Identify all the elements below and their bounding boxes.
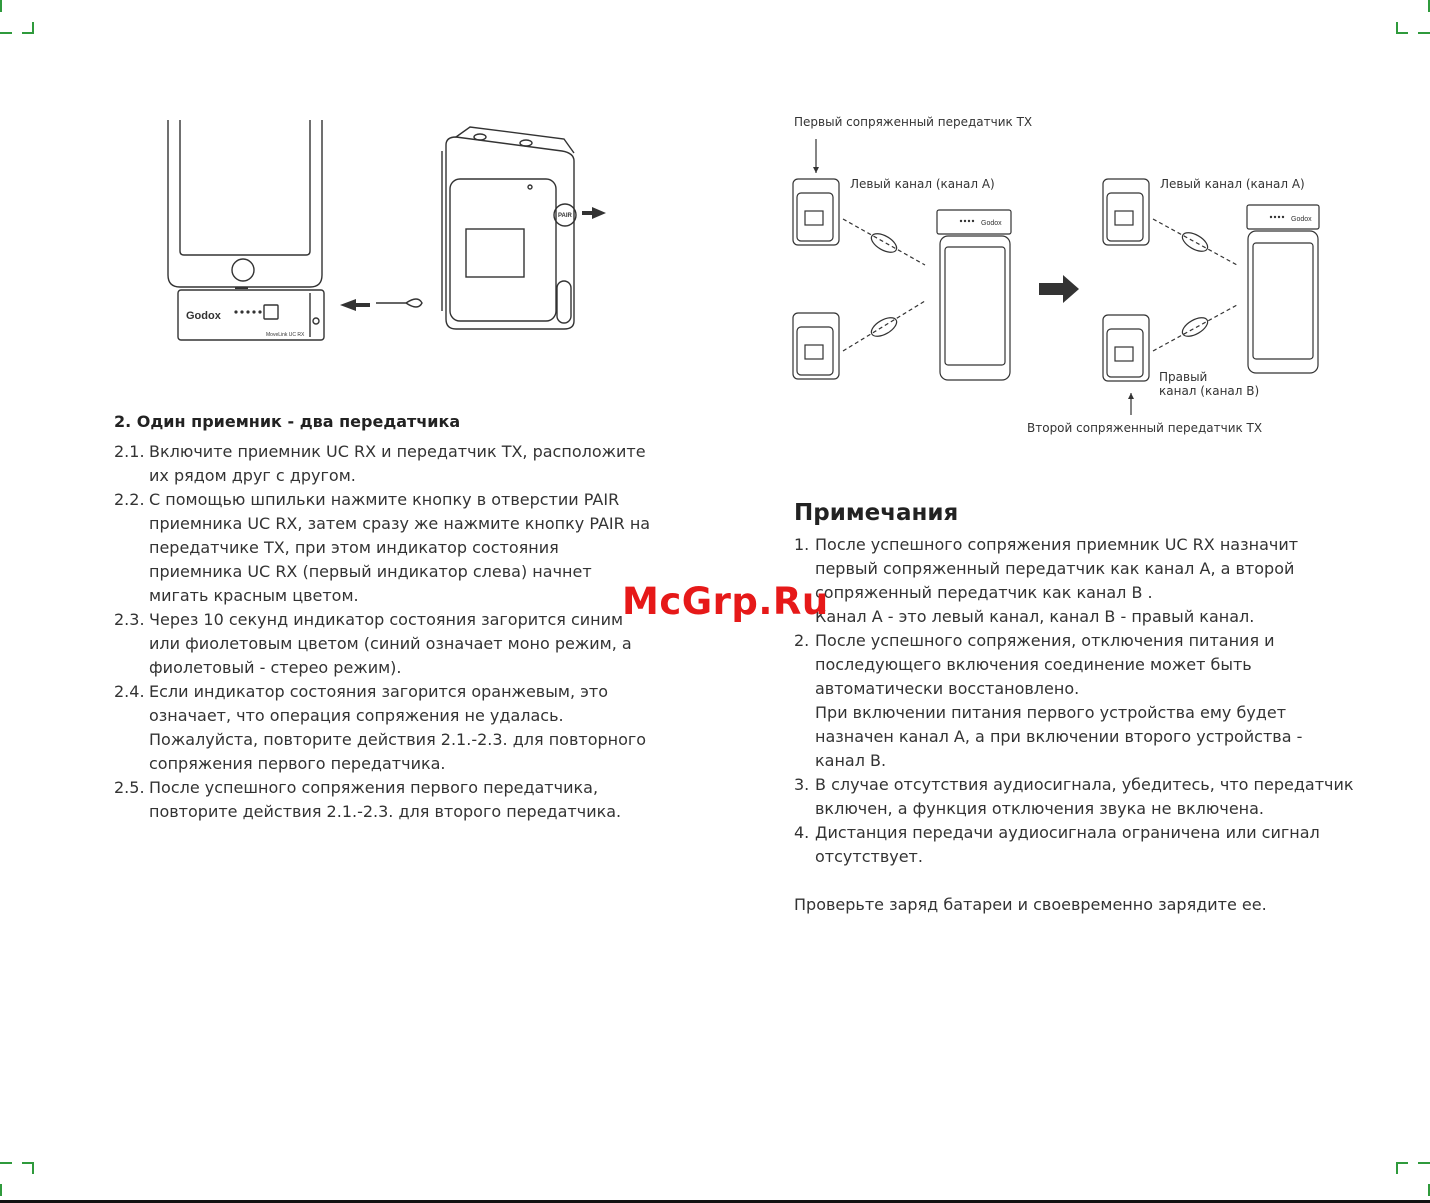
step-number: 2.2. xyxy=(114,490,145,509)
step-number: 2.1. xyxy=(114,442,145,461)
step-number: 2.3. xyxy=(114,610,145,629)
notes-title: Примечания xyxy=(794,500,959,526)
step-text: После успешного сопряжения первого передатчика, повторите действия 2.1.-2.3. для второго передатчика. xyxy=(149,778,622,821)
step-item xyxy=(114,488,654,608)
note-paragraph: В случае отсутствия аудиосигнала, убедитесь, что передатчик включен, а функция отключения звука не включена. xyxy=(815,775,1354,818)
right-channel-label-line1: Правый xyxy=(1159,370,1208,384)
note-item xyxy=(794,533,1354,629)
step-text: Включите приемник UC RX и передатчик TX, расположите их рядом друг с другом. xyxy=(149,442,646,485)
crop-mark-top-left xyxy=(0,0,34,34)
step-number: 2.5. xyxy=(114,778,145,797)
step-item xyxy=(114,776,654,824)
note-paragraph: Дистанция передачи аудиосигнала ограничена или сигнал отсутствует. xyxy=(815,823,1320,866)
step-text: Если индикатор состояния загорится оранжевым, это означает, что операция сопряжения не удалась. Пожалуйста, повторите действия 2.1.-2.3. для повторного сопряжения первого передатчика. xyxy=(149,682,647,773)
diagram-receiver-brand-2: Godox xyxy=(1291,216,1312,223)
note-number: 3. xyxy=(794,775,810,794)
note-paragraph: После успешного сопряжения, отключения питания и последующего включения соединение может быть автоматически восстановлено. xyxy=(815,631,1275,698)
note-number: 1. xyxy=(794,535,810,554)
right-channel-label-line2: канал (канал B) xyxy=(1159,384,1260,398)
note-paragraph: После успешного сопряжения приемник UC RX назначит первый сопряженный передатчик как канал A, а второй сопряженный передатчик как канал B . xyxy=(815,535,1299,602)
notes-list xyxy=(794,533,1354,869)
step-text: Через 10 секунд индикатор состояния загорится синим или фиолетовым цветом (синий означает моно режим, а фиолетовый - стерео режим). xyxy=(149,610,632,677)
step-item xyxy=(114,680,654,776)
note-paragraph: При включении питания первого устройства ему будет назначен канал A, а при включении второго устройства - канал B. xyxy=(815,703,1303,770)
diagram-receiver-brand: Godox xyxy=(981,220,1002,227)
pair-button-text: PAIR xyxy=(558,213,572,219)
crop-mark-bottom-right xyxy=(1396,1162,1430,1196)
first-tx-label: Первый сопряженный передатчик TX xyxy=(794,115,1033,129)
section-title: 2. Один приемник - два передатчика xyxy=(114,412,461,431)
note-item xyxy=(794,629,1354,773)
crop-mark-top-right xyxy=(1396,0,1430,34)
step-number: 2.4. xyxy=(114,682,145,701)
notes-footer: Проверьте заряд батареи и своевременно зарядите ее. xyxy=(794,895,1267,914)
step-text: С помощью шпильки нажмите кнопку в отверстии PAIR приемника UC RX, затем сразу же нажмите кнопку PAIR на передатчике TX, при этом индикатор состояния приемника UC RX (первый индикатор слева) начнет мигать красным цветом. xyxy=(149,490,651,605)
channel-diagram xyxy=(785,115,1345,415)
left-channel-label-2: Левый канал (канал A) xyxy=(1160,177,1305,191)
step-item xyxy=(114,608,654,680)
left-channel-label: Левый канал (канал A) xyxy=(850,177,995,191)
note-item xyxy=(794,773,1354,821)
second-tx-label: Второй сопряженный передатчик TX xyxy=(1027,421,1263,435)
receiver-model-text: MoveLink UC RX xyxy=(266,332,305,338)
note-item xyxy=(794,821,1354,869)
steps-list xyxy=(114,440,654,824)
note-number: 4. xyxy=(794,823,810,842)
pairing-illustration xyxy=(160,115,620,350)
receiver-brand-text: Godox xyxy=(186,310,221,322)
note-paragraph: Канал A - это левый канал, канал B - правый канал. xyxy=(815,607,1255,626)
step-item xyxy=(114,440,654,488)
crop-mark-bottom-left xyxy=(0,1162,34,1196)
watermark: McGrp.Ru xyxy=(622,580,829,623)
note-number: 2. xyxy=(794,631,810,650)
